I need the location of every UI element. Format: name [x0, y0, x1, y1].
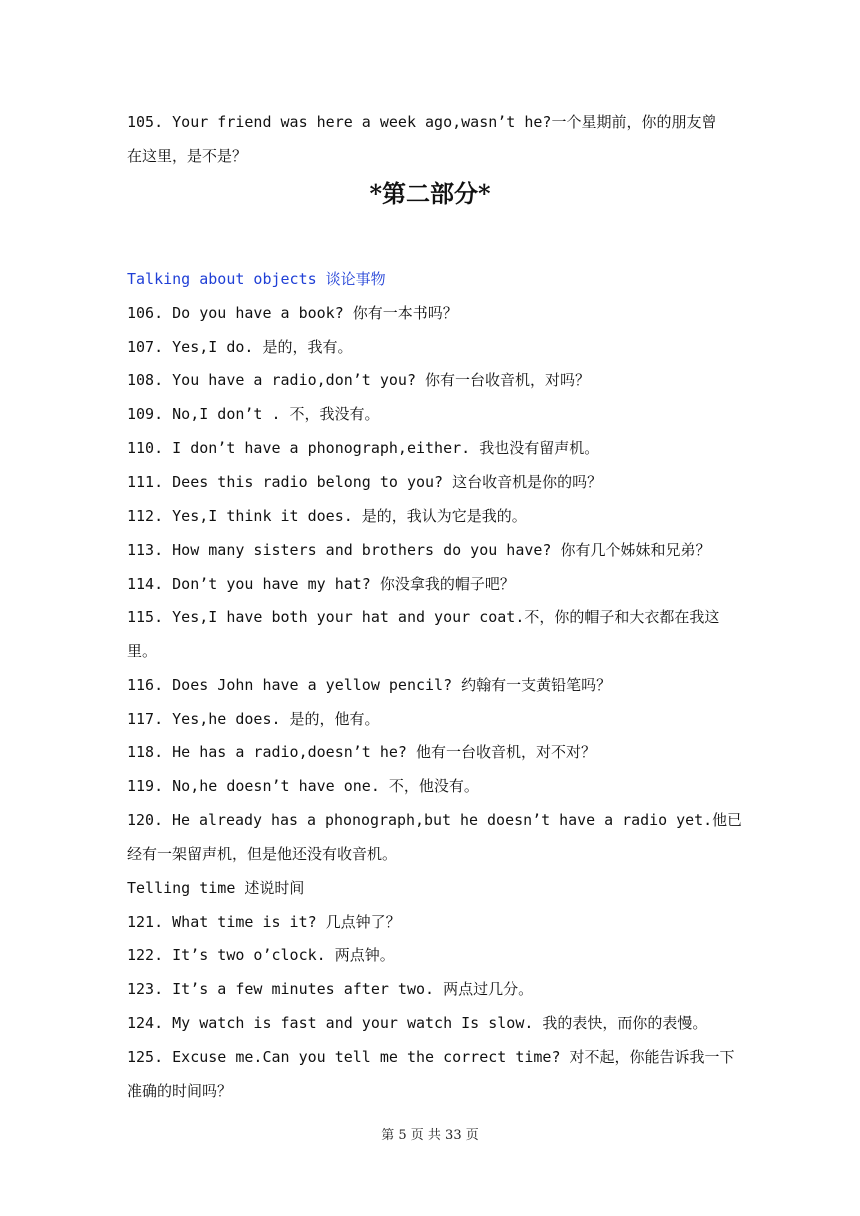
- sentence-120-line-1: 120. He already has a phonograph,but he doesn’t have a radio yet.他已: [127, 811, 742, 829]
- sentence-120-line-2: 经有一架留声机，但是他还没有收音机。: [127, 845, 398, 863]
- section-heading-objects: Talking about objects 谈论事物: [127, 270, 386, 288]
- sentence-123: 123. It’s a few minutes after two. 两点过几分。: [127, 980, 534, 998]
- sentence-114: 114. Don’t you have my hat? 你没拿我的帽子吧？: [127, 575, 515, 593]
- sentence-124: 124. My watch is fast and your watch Is slow. 我的表快，而你的表慢。: [127, 1014, 708, 1032]
- sentence-110: 110. I don’t have a phonograph,either. 我也没有留声机。: [127, 439, 600, 457]
- sentence-125-line-2: 准确的时间吗？: [127, 1082, 233, 1100]
- sentence-111: 111. Dees this radio belong to you? 这台收音机是你的吗？: [127, 473, 603, 491]
- sentence-113: 113. How many sisters and brothers do you have? 你有几个姊妹和兄弟？: [127, 541, 711, 559]
- sentence-116: 116. Does John have a yellow pencil? 约翰有一支黄铅笔吗？: [127, 676, 612, 694]
- sentence-106: 106. Do you have a book? 你有一本书吗？: [127, 304, 458, 322]
- sentence-107: 107. Yes,I do. 是的，我有。: [127, 338, 353, 356]
- section-heading-time: Telling time 述说时间: [127, 879, 305, 897]
- sentence-117: 117. Yes,he does. 是的，他有。: [127, 710, 380, 728]
- sentence-115-line-1: 115. Yes,I have both your hat and your coat.不，你的帽子和大衣都在我这: [127, 608, 720, 626]
- part-title: *第二部分*: [369, 179, 491, 208]
- sentence-112: 112. Yes,I think it does. 是的，我认为它是我的。: [127, 507, 527, 525]
- sentence-118: 118. He has a radio,doesn’t he? 他有一台收音机，对不对？: [127, 743, 596, 761]
- sentence-105-line-1: 105. Your friend was here a week ago,wasn’t he?一个星期前，你的朋友曾: [127, 113, 717, 131]
- sentence-125-line-1: 125. Excuse me.Can you tell me the correct time? 对不起，你能告诉我一下: [127, 1048, 735, 1066]
- page-footer: 第 5 页 共 33 页: [381, 1128, 479, 1143]
- sentence-115-line-2: 里。: [127, 642, 158, 660]
- sentence-121: 121. What time is it? 几点钟了？: [127, 913, 401, 931]
- sentence-105-line-2: 在这里，是不是？: [127, 147, 248, 165]
- sentence-119: 119. No,he doesn’t have one. 不，他没有。: [127, 777, 479, 795]
- sentence-109: 109. No,I don’t . 不，我没有。: [127, 405, 380, 423]
- sentence-108: 108. You have a radio,don’t you? 你有一台收音机，对吗？: [127, 371, 591, 389]
- sentence-122: 122. It’s two o’clock. 两点钟。: [127, 946, 395, 964]
